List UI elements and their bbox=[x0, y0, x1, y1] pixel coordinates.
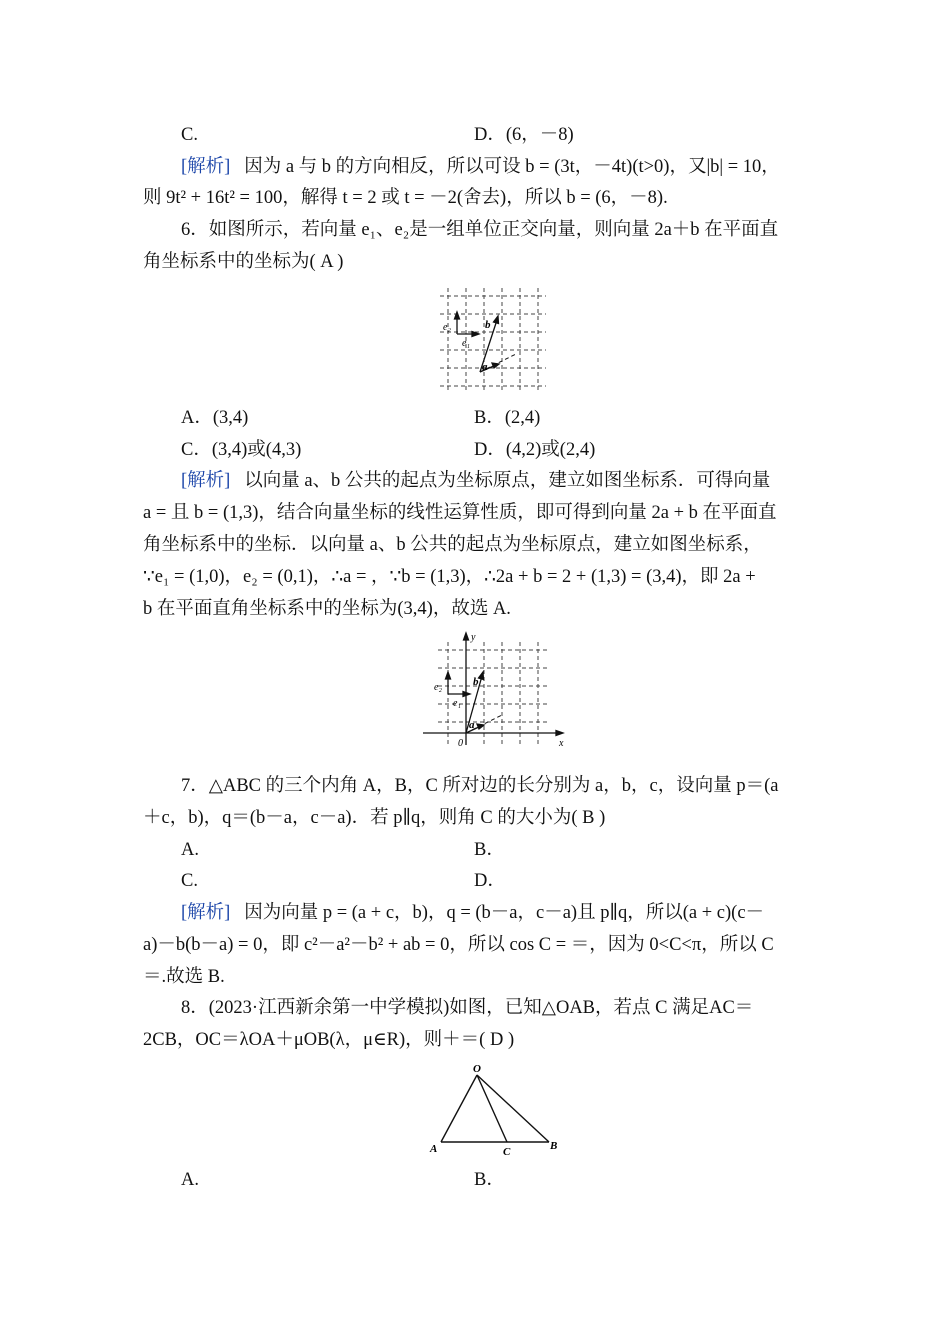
q6-solution-line-4: ∵e₁ = (1,0)，e₂ = (0,1)，∴a = ，∵b = (1,3)，∴2a + b = 2 + (1,3) = (3,4)，即 2a + bbox=[143, 567, 756, 587]
q8-stem-line-2: 2CB，OC＝λOA＋μOB(λ，μ∈R)，则＋＝( D ) bbox=[143, 1030, 515, 1050]
label-e2: e₂ bbox=[434, 682, 442, 693]
q6-option-b: B．(2,4) bbox=[474, 408, 541, 428]
x-axis-arrow bbox=[556, 731, 563, 736]
q6-solution-line-2: a = 且 b = (1,3)，结合向量坐标的线性运算性质，即可得到向量 2a + b 在平面直 bbox=[143, 503, 777, 523]
q6-solution-line-1: [解析] 以向量 a、b 公共的起点为坐标原点，建立如图坐标系．可得向量 bbox=[181, 471, 771, 491]
label-y: y bbox=[471, 632, 476, 643]
label-e2: e₂ bbox=[443, 322, 451, 333]
q5-solution-line-2: 则 9t² + 16t² = 100，解得 t = 2 或 t = －2(舍去)，所以 b = (6，－8). bbox=[143, 188, 668, 208]
q8-stem-line-1: 8．(2023·江西新余第一中学模拟)如图，已知△OAB，若点 C 满足AC＝ bbox=[181, 998, 754, 1018]
label-e1: e₁ bbox=[462, 338, 470, 349]
b-arrowhead bbox=[479, 672, 484, 680]
q8-triangle-figure bbox=[425, 1060, 565, 1158]
q6-stem-line-1: 6．如图所示，若向量 e₁、e₂是一组单位正交向量，则向量 2a＋b 在平面直 bbox=[181, 220, 779, 240]
label-b: b bbox=[473, 676, 479, 688]
label-b: b bbox=[485, 319, 491, 331]
label-a: a bbox=[469, 719, 475, 731]
label-A: A bbox=[430, 1143, 438, 1155]
q5-option-c: C. bbox=[181, 125, 198, 145]
label-e1: e₁ bbox=[453, 698, 461, 709]
e1-arrowhead bbox=[463, 692, 470, 697]
q5-solution-line-1: [解析] 因为 a 与 b 的方向相反，所以可设 b = (3t，－4t)(t>0)，又|b| = 10， bbox=[181, 157, 780, 177]
q7-option-d: D． bbox=[474, 871, 506, 891]
q8-option-a: A. bbox=[181, 1170, 199, 1190]
analysis-tag: [解析] bbox=[181, 471, 231, 491]
q6-solution-line-3: 角坐标系中的坐标．以向量 a、b 公共的起点为坐标原点，建立如图坐标系， bbox=[143, 535, 762, 555]
q5-option-d: D．(6，－8) bbox=[474, 125, 574, 145]
q6-option-a: A．(3,4) bbox=[181, 408, 249, 428]
q7-option-b: B． bbox=[474, 840, 505, 860]
label-O: O bbox=[473, 1063, 481, 1075]
q7-solution-line-1: [解析] 因为向量 p = (a + c，b)，q = (b－a，c－a)且 p∥q，所以(a + c)(c－ bbox=[181, 903, 765, 923]
analysis-tag: [解析] bbox=[181, 157, 231, 177]
q6-coordinate-figure bbox=[418, 630, 568, 750]
label-x: x bbox=[559, 738, 564, 749]
a-arrowhead bbox=[477, 724, 484, 729]
q7-option-a: A. bbox=[181, 840, 199, 860]
b-arrowhead bbox=[494, 316, 499, 324]
q7-solution-line-3: ＝.故选 B. bbox=[143, 967, 225, 987]
q7-option-c: C. bbox=[181, 871, 198, 891]
label-a: a bbox=[482, 361, 488, 373]
label-B: B bbox=[550, 1140, 558, 1152]
side-OA bbox=[441, 1075, 477, 1142]
q7-stem-line-1: 7．△ABC 的三个内角 A，B，C 所对边的长分别为 a，b，c，设向量 p＝(a bbox=[181, 776, 779, 796]
segment-OC bbox=[477, 1075, 507, 1142]
q6-stem-line-2: 角坐标系中的坐标为( A ) bbox=[143, 252, 344, 272]
q8-option-b: B． bbox=[474, 1170, 505, 1190]
q6-vector-grid-figure bbox=[440, 288, 548, 390]
q6-option-d: D．(4,2)或(2,4) bbox=[474, 440, 596, 460]
y-axis-arrow bbox=[464, 633, 469, 640]
grid-lines bbox=[440, 288, 546, 390]
analysis-tag: [解析] bbox=[181, 903, 231, 923]
e2-arrowhead bbox=[446, 672, 451, 679]
label-C: C bbox=[503, 1146, 511, 1158]
e2-arrowhead bbox=[455, 312, 460, 319]
label-origin: 0 bbox=[458, 738, 463, 749]
side-OB bbox=[477, 1075, 549, 1142]
q6-solution-line-5: b 在平面直角坐标系中的坐标为(3,4)，故选 A. bbox=[143, 599, 511, 619]
q7-solution-line-2: a)－b(b－a) = 0，即 c²－a²－b² + ab = 0，所以 cos C = ＝，因为 0<C<π，所以 C bbox=[143, 935, 774, 955]
q6-option-c: C．(3,4)或(4,3) bbox=[181, 440, 302, 460]
q7-stem-line-2: ＋c，b)，q＝(b－a，c－a)．若 p∥q，则角 C 的大小为( B ) bbox=[143, 808, 606, 828]
